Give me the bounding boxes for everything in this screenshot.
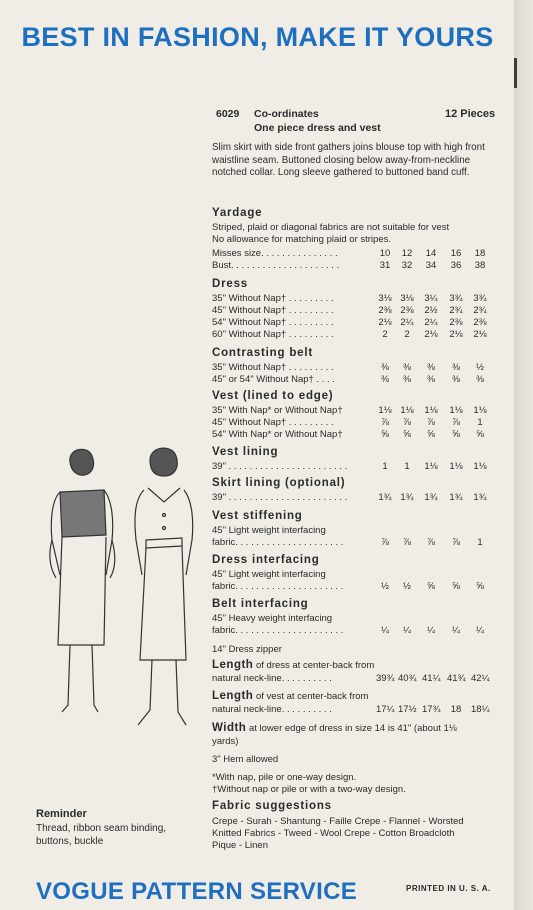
yardage-value: 2⅜ <box>473 317 487 328</box>
section-title: Belt interfacing <box>212 598 309 610</box>
length-vest-row: natural neck-line. . . . . . . . . . 17¼ 17½ 17¾ 18 18¼ <box>212 704 490 715</box>
footnote-without-nap: †Without nap or pile or with a two-way design. <box>212 784 406 795</box>
front-figure-bodice <box>135 490 193 575</box>
yardage-value: ½ <box>381 581 389 592</box>
front-figure-button <box>163 527 166 530</box>
size-value: 18 <box>474 248 486 259</box>
bust-row: Bust. . . . . . . . . . . . . . . . . . . . . 31 32 34 36 38 <box>212 260 502 272</box>
yardage-value: ⅝ <box>452 429 460 440</box>
front-figure-button <box>163 514 166 517</box>
yardage-row-label: 45" Without Nap† . . . . . . . . . <box>212 305 334 316</box>
yardage-value: ⅝ <box>476 429 484 440</box>
yardage-value: ⅝ <box>427 429 435 440</box>
pattern-name: One piece dress and vest <box>254 122 381 134</box>
yardage-value: ⅜ <box>476 374 484 385</box>
front-figure-belt <box>146 538 182 548</box>
bust-value: 32 <box>401 260 413 271</box>
yardage-value: ⅞ <box>403 417 411 428</box>
yardage-value: 1 <box>404 461 410 472</box>
section-title: Dress <box>212 278 248 290</box>
yardage-value: ⅜ <box>381 362 389 373</box>
footnote-nap: *With nap, pile or one-way design. <box>212 772 357 783</box>
back-figure-vest <box>60 490 106 537</box>
size-value: 14 <box>425 248 437 259</box>
yardage-value: ½ <box>403 581 411 592</box>
yardage-value: ⅝ <box>476 581 484 592</box>
pattern-pieces: 12 Pieces <box>445 108 496 120</box>
yardage-row-label: 39" . . . . . . . . . . . . . . . . . . . . . . . <box>212 461 348 472</box>
pattern-description: Slim skirt with side front gathers joins blouse top with high front waistline seam. Buttoned closing below away-from-neckline notched collar. Long sleeve gathered to buttoned band cuff. <box>212 142 485 178</box>
yardage-value: ½ <box>476 362 484 373</box>
yardage-row <box>212 492 502 504</box>
yardage-row-label: 54" Without Nap† . . . . . . . . . <box>212 317 334 328</box>
yardage-value: ⅜ <box>452 374 460 385</box>
yardage-title: Yardage <box>212 207 263 219</box>
yardage-value: 3¾ <box>449 293 463 304</box>
yardage-value: 1¾ <box>473 492 487 503</box>
section-subtitle: 45" Light weight interfacing <box>212 525 326 536</box>
yardage-value: ⅜ <box>403 374 411 385</box>
yardage-value: ⅜ <box>381 374 389 385</box>
yardage-value: 1 <box>477 537 483 548</box>
yardage-value: 2⅛ <box>449 329 463 340</box>
yardage-value: ¼ <box>403 625 411 636</box>
front-figure-legs <box>138 660 186 725</box>
section-title: Vest lining <box>212 446 279 458</box>
yardage-row <box>212 362 502 374</box>
length-dress: Length of dress at center-back from <box>212 659 375 671</box>
yardage-value: ⅝ <box>452 581 460 592</box>
front-figure-skirt <box>140 546 186 660</box>
width-note-line2: yards) <box>212 736 239 747</box>
section-title: Vest (lined to edge) <box>212 390 334 402</box>
size-value: 10 <box>379 248 391 259</box>
yardage-value: ⅝ <box>403 429 411 440</box>
yardage-row <box>212 461 502 473</box>
back-figure-hair <box>70 449 94 475</box>
hem-note: 3" Hem allowed <box>212 754 279 765</box>
yardage-row-label: 54" With Nap* or Without Nap† <box>212 429 343 440</box>
reminder-line: Thread, ribbon seam binding, <box>36 823 167 834</box>
yardage-value: 2¼ <box>424 317 438 328</box>
yardage-value: ⅞ <box>452 537 460 548</box>
section-title: Dress interfacing <box>212 554 320 566</box>
yardage-value: 3⅛ <box>378 293 392 304</box>
yardage-row <box>212 293 502 305</box>
yardage-value: 2 <box>382 329 388 340</box>
bust-value: 36 <box>450 260 462 271</box>
yardage-note: No allowance for matching plaid or stripes. <box>212 234 392 245</box>
printed-in-usa: PRINTED IN U. S. A. <box>406 884 491 893</box>
yardage-row-label: 35" Without Nap† . . . . . . . . . <box>212 293 334 304</box>
yardage-value: 3¼ <box>424 293 438 304</box>
yardage-value: 1⅛ <box>424 405 438 416</box>
yardage-value: ⅞ <box>427 537 435 548</box>
yardage-value: 1⅛ <box>473 461 487 472</box>
yardage-value: ¼ <box>476 625 484 636</box>
yardage-value: 1¾ <box>449 492 463 503</box>
yardage-note: Striped, plaid or diagonal fabrics are not suitable for vest <box>212 222 450 233</box>
yardage-value: ⅜ <box>427 374 435 385</box>
yardage-value: 2½ <box>424 305 438 316</box>
yardage-row <box>212 581 502 593</box>
yardage-row-label: fabric. . . . . . . . . . . . . . . . . . . . . <box>212 537 344 548</box>
yardage-value: ⅞ <box>403 537 411 548</box>
yardage-row <box>212 417 502 429</box>
yardage-value: 3⅛ <box>400 293 414 304</box>
dress-illustration <box>40 440 215 750</box>
reminder-title: Reminder <box>36 808 87 820</box>
yardage-row <box>212 405 502 417</box>
zipper-note: 14" Dress zipper <box>212 644 282 655</box>
yardage-value: ⅞ <box>452 417 460 428</box>
yardage-value: 3¾ <box>473 293 487 304</box>
yardage-row-label: 45" Without Nap† . . . . . . . . . <box>212 417 334 428</box>
back-figure-skirt <box>58 537 106 645</box>
yardage-row-label: 39" . . . . . . . . . . . . . . . . . . . . . . . <box>212 492 348 503</box>
yardage-value: ⅞ <box>381 417 389 428</box>
fabric-line: Pique - Linen <box>212 840 268 851</box>
yardage-row <box>212 329 502 341</box>
yardage-row-label: 60" Without Nap† . . . . . . . . . <box>212 329 334 340</box>
width-note: Width at lower edge of dress in size 14 is 41" (about 1⅛ <box>212 722 457 734</box>
yardage-value: ⅞ <box>381 537 389 548</box>
back-figure-legs <box>62 645 98 712</box>
yardage-value: 2¾ <box>449 305 463 316</box>
yardage-row <box>212 625 502 637</box>
yardage-value: 2¾ <box>473 305 487 316</box>
fabric-line: Knitted Fabrics - Tweed - Wool Crepe - Cotton Broadcloth <box>212 828 455 839</box>
reminder <box>36 808 206 848</box>
yardage-value: 2⅛ <box>378 317 392 328</box>
section-title: Vest stiffening <box>212 510 303 522</box>
yardage-row <box>212 305 502 317</box>
yardage-row-label: fabric. . . . . . . . . . . . . . . . . . . . . <box>212 625 344 636</box>
yardage-value: 2⅛ <box>473 329 487 340</box>
section-title: Contrasting belt <box>212 347 313 359</box>
yardage-value: ¼ <box>381 625 389 636</box>
yardage-row-label: 35" Without Nap† . . . . . . . . . <box>212 362 334 373</box>
yardage-value: ⅝ <box>427 581 435 592</box>
size-row: Misses size. . . . . . . . . . . . . . . 10 12 14 16 18 <box>212 248 502 260</box>
yardage-value: ¼ <box>427 625 435 636</box>
yardage-value: 2 <box>404 329 410 340</box>
envelope-flap <box>514 0 533 910</box>
yardage-value: 1⅛ <box>424 461 438 472</box>
header-title: BEST IN FASHION, MAKE IT YOURS <box>21 22 494 52</box>
yardage-value: ⅞ <box>427 417 435 428</box>
bust-value: 31 <box>379 260 391 271</box>
pattern-number: 6029 <box>216 108 240 120</box>
yardage-row-label: 35" With Nap* or Without Nap† <box>212 405 343 416</box>
yardage-value: ⅜ <box>427 362 435 373</box>
yardage-value: 2⅜ <box>449 317 463 328</box>
reminder-line: buttons, buckle <box>36 836 104 847</box>
fabric-line: Crepe - Surah - Shantung - Faille Crepe - Flannel - Worsted <box>212 816 464 827</box>
bust-value: 38 <box>474 260 486 271</box>
length-dress-row: natural neck-line. . . . . . . . . . 39¾ 40¾ 41¼ 41¾ 42¼ <box>212 673 490 684</box>
flap-mark <box>514 58 517 88</box>
section-subtitle: 45" Heavy weight interfacing <box>212 613 333 624</box>
yardage-row <box>212 429 502 441</box>
bust-value: 34 <box>425 260 437 271</box>
yardage-value: 1⅛ <box>378 405 392 416</box>
yardage-value: 2⅛ <box>424 329 438 340</box>
yardage-value: 1 <box>477 417 483 428</box>
size-value: 16 <box>450 248 462 259</box>
section-title: Skirt lining (optional) <box>212 477 346 489</box>
yardage-row <box>212 374 502 386</box>
yardage-value: ⅝ <box>381 429 389 440</box>
yardage-row-label: fabric. . . . . . . . . . . . . . . . . . . . . <box>212 581 344 592</box>
yardage-value: 1⅛ <box>449 461 463 472</box>
yardage-value: 1¾ <box>378 492 392 503</box>
footer-title: VOGUE PATTERN SERVICE <box>36 878 358 905</box>
pattern-category: Co-ordinates <box>254 108 319 120</box>
yardage-value: 2¼ <box>400 317 414 328</box>
size-value: 12 <box>401 248 413 259</box>
yardage-value: 2⅜ <box>378 305 392 316</box>
yardage-value: ⅜ <box>403 362 411 373</box>
front-figure-hair <box>150 448 177 476</box>
yardage-value: 1⅛ <box>449 405 463 416</box>
section-subtitle: 45" Light weight interfacing <box>212 569 326 580</box>
yardage-value: 1¾ <box>424 492 438 503</box>
yardage-row-label: 45" or 54" Without Nap† . . . . <box>212 374 335 385</box>
fabric-title: Fabric suggestions <box>212 800 332 812</box>
yardage-value: 1¾ <box>400 492 414 503</box>
yardage-value: 1⅛ <box>400 405 414 416</box>
yardage-value: 2⅜ <box>400 305 414 316</box>
yardage-value: ⅜ <box>452 362 460 373</box>
front-figure-collar <box>148 488 180 502</box>
yardage-row <box>212 317 502 329</box>
yardage-value: ¼ <box>452 625 460 636</box>
yardage-row <box>212 537 502 549</box>
length-vest: Length of vest at center-back from <box>212 690 369 702</box>
yardage-value: 1 <box>382 461 388 472</box>
yardage-value: 1⅛ <box>473 405 487 416</box>
